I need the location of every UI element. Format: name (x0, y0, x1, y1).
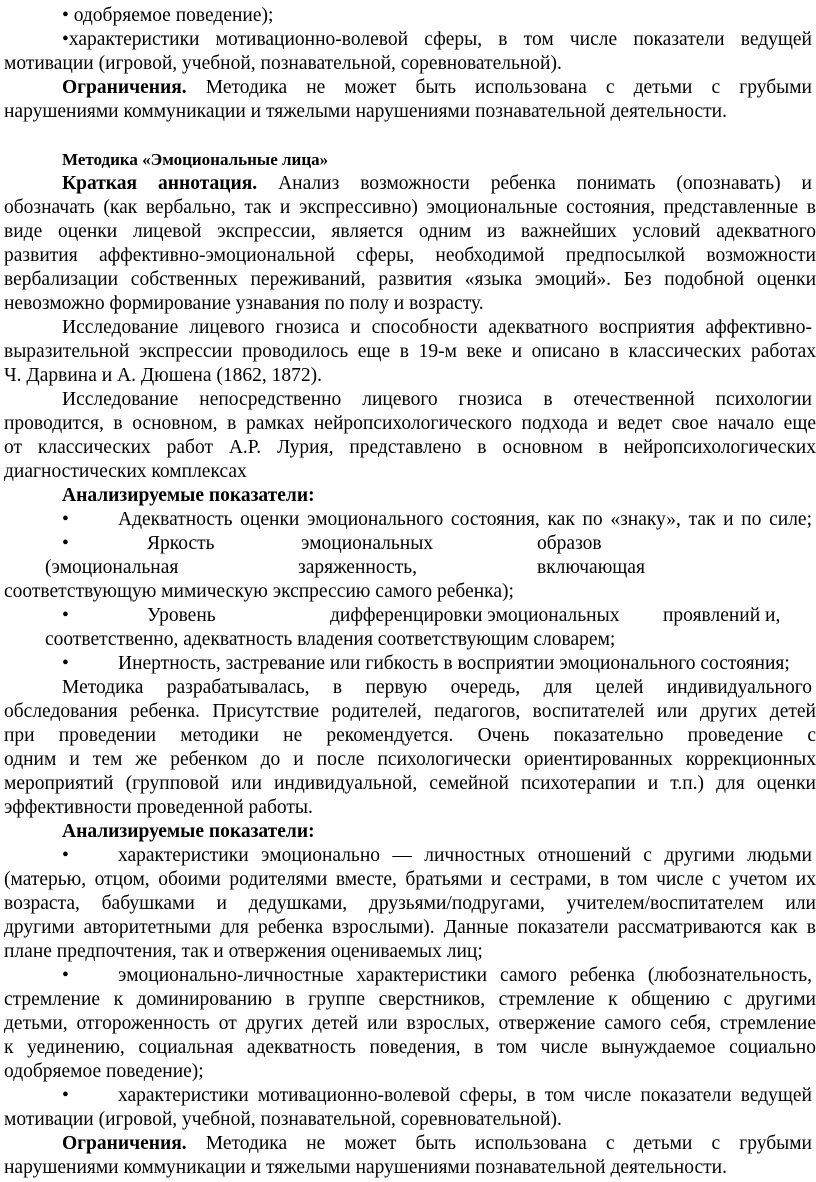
paragraph2-line1: Исследование лицевого гнозиса и способности адекватного восприятия аффективно- (62, 317, 812, 338)
restrictions-bottom-line2: нарушениями коммуникации и тяжелыми нарушениями познавательной деятельности. (4, 1157, 727, 1178)
indicator3-word3: проявлений и, (663, 605, 781, 626)
indicator-b2-line1: эмоционально-личностные характеристики самого ребенка (любознательность, (118, 965, 812, 986)
paragraph4-line3: при проведении методики не рекомендуется. Очень показательно проведение с (4, 725, 816, 746)
paragraph2-line2: выразительной экспрессии проводилось еще в 19-м веке и описано в классических работах (4, 341, 816, 362)
indicator3-word1: Уровень (147, 605, 216, 626)
paragraph2-line3: Ч. Дарвина и А. Дюшена (1862, 1872). (4, 365, 322, 386)
indicator-b1-line2: (матерью, отцом, обоими родителями вместе, братьями и сестрами, в том числе с учетом их (4, 869, 816, 890)
indicator-b1-line5: плане предпочтения, так и отвержения оцениваемых лиц; (4, 941, 483, 962)
indicator-b1-line1: характеристики эмоционально — личностных отношений с другими людьми (118, 845, 812, 866)
indicator-b1-bullet: • (62, 845, 69, 866)
indicator1-bullet: • (62, 509, 69, 530)
restrictions-line1: Ограничения. Методика не может быть использована с детьми с грубыми (62, 77, 812, 98)
paragraph4-line5: мероприятий (групповой или индивидуальной, семейной психотерапии и т.п.) для оценки (4, 773, 816, 794)
restrictions-line2: нарушениями коммуникации и тяжелыми нарушениями познавательной деятельности. (4, 101, 727, 122)
indicator2-line2-word1: (эмоциональная (45, 557, 179, 578)
annotation-line6: невозможно формирование узнавания по полу и возрасту. (4, 293, 484, 314)
paragraph4-line2: обследования ребенка. Присутствие родителей, педагогов, воспитателей или других детей (4, 701, 816, 722)
restrictions-bottom-line1: Ограничения. Методика не может быть использована с детьми с грубыми (62, 1133, 812, 1154)
indicator-b3-line2: мотивации (игровой, учебной, познавательной, соревновательной). (4, 1109, 562, 1130)
indicator2-bullet: • (62, 533, 69, 554)
indicator1-text: Адекватность оценки эмоционального состояния, как по «знаку», так и по силе; (118, 509, 812, 530)
indicator3-bullet: • (62, 605, 69, 626)
indicator-b1-line3: возраста, бабушками и дедушками, друзьями/подругами, учителем/воспитателем или (4, 893, 816, 914)
indicator2-line2-word2: заряженность, (298, 557, 417, 578)
indicator3-word2: дифференцировки эмоциональных (330, 605, 620, 626)
indicator-b3-bullet: • (62, 1085, 69, 1106)
paragraph3-line4: диагностических комплексах (4, 461, 247, 482)
restrictions-bottom-label: Ограничения. (62, 1133, 187, 1154)
paragraph4-line4: одним и тем же ребенком до и после психологически ориентированных коррекционных (4, 749, 816, 770)
indicator2-word2: эмоциональных (301, 533, 434, 554)
method-title: Методика «Эмоциональные лица» (62, 150, 329, 169)
indicator-b2-bullet: • (62, 965, 69, 986)
bullet-motivation-line2: мотивации (игровой, учебной, познавательной, соревновательной). (4, 53, 562, 74)
indicator-b2-line5: одобряемое поведение); (4, 1061, 204, 1082)
paragraph3-line3: от классических работ А.Р. Лурия, представлено в основном в нейропсихологических (4, 437, 816, 458)
restrictions-label: Ограничения. (62, 77, 187, 98)
indicators-header-1: Анализируемые показатели: (62, 485, 315, 506)
annotation-line1: Краткая аннотация. Анализ возможности ребенка понимать (опознавать) и (62, 173, 812, 194)
indicator2-line2-word3: включающая (537, 557, 645, 578)
indicator-b3-line1: характеристики мотивационно-волевой сферы, в том числе показатели ведущей (118, 1085, 812, 1106)
indicator-b2-line4: к уединению, социальная адекватность поведения, в том числе вынуждаемое социально (4, 1037, 816, 1058)
paragraph3-line1: Исследование непосредственно лицевого гнозиса в отечественной психологии (62, 389, 812, 410)
indicator-b2-line2: стремление к доминированию в группе сверстников, стремление к общению с другими (4, 989, 816, 1010)
indicator-b1-line4: другими авторитетными для ребенка взрослыми). Данные показатели рассматриваются как в (4, 917, 816, 938)
annotation-line2: обозначать (как вербально, так и экспрессивно) эмоциональные состояния, представленные в (4, 197, 816, 218)
indicator2-line3: соответствующую мимическую экспрессию самого ребенка); (4, 581, 514, 602)
indicator4-bullet: • (62, 653, 69, 674)
annotation-label: Краткая аннотация. (62, 173, 258, 194)
paragraph3-line2: проводится, в основном, в рамках нейропсихологического подхода и ведет свое начало еще (4, 413, 816, 434)
bullet-motivation-line1: •характеристики мотивационно-волевой сферы, в том числе показатели ведущей (62, 29, 812, 50)
paragraph4-line1: Методика разрабатывалась, в первую очередь, для целей индивидуального (62, 677, 812, 698)
indicator3-line2: соответственно, адекватность владения соответствующим словарем; (45, 629, 616, 650)
annotation-line3: виде оценки лицевой экспрессии, является одним из важнейших условий адекватного (4, 221, 816, 242)
bullet-approved-behavior: • одобряемое поведение); (62, 5, 274, 26)
indicator4-text: Инертность, застревание или гибкость в восприятии эмоционального состояния; (118, 653, 790, 674)
indicator2-word1: Яркость (147, 533, 215, 554)
annotation-line5: вербализации собственных переживаний, развития «языка эмоций». Без подобной оценки (4, 269, 816, 290)
indicator2-word3: образов (537, 533, 602, 554)
paragraph4-line6: эффективности проведенной работы. (4, 797, 313, 818)
annotation-line4: развития аффективно-эмоциональной сферы, необходимой предпосылкой возможности (4, 245, 816, 266)
indicators-header-2: Анализируемые показатели: (62, 821, 315, 842)
indicator-b2-line3: детьми, отгороженность от других детей или взрослых, отвержение самого себя, стремление (4, 1013, 816, 1034)
